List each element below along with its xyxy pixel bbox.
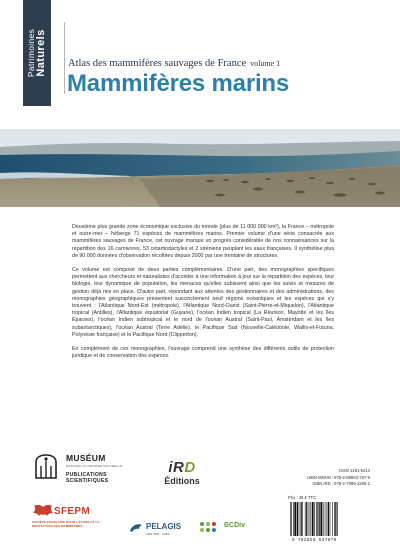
book-title: Mammifères marins xyxy=(67,70,290,97)
barcode-bar xyxy=(294,502,296,536)
paragraph: Deuxième plus grande zone économique exclusive du monde (plus de 11 000 000 km²), la France – métropole et outre-mer – héberge 71 espèces de mammifères marins. Premier volume d'une série consacrée aux mammifères sauvages de France, cet ouvrage marque un progrès considérable de nos connaissances sur la répartition des 16 carnivores, 53 cétartiodactyles et 2 siréniens peuplant les eaux françaises. Il synthétise plus de 90 000 données d'observation récoltées depuis 2000 par une trentaine de structures. xyxy=(72,224,334,259)
barcode-bar xyxy=(297,502,298,536)
dolphin-icon xyxy=(128,520,144,536)
barcode-bar xyxy=(334,502,335,536)
ird-editions-logo xyxy=(156,460,208,500)
barcode-bar xyxy=(323,502,324,536)
isbn-ird: ISBN IRD : 978-2-7099-2266-1 xyxy=(312,481,370,487)
cover-photo xyxy=(0,129,400,207)
series-line-2: Naturels xyxy=(34,29,47,77)
barcode-bar xyxy=(337,502,338,536)
barcode-bar xyxy=(317,502,318,536)
barcode-bar xyxy=(306,502,307,536)
sfepm-logo xyxy=(32,503,100,548)
barcode-bar xyxy=(319,502,320,536)
museum-publications-line-2: SCIENTIFIQUES xyxy=(66,478,109,484)
barcode-bar xyxy=(312,502,314,536)
barcode-bar xyxy=(335,502,336,536)
barcode-bar xyxy=(325,502,326,536)
back-cover-text xyxy=(72,224,334,367)
barcode-bar xyxy=(290,502,291,536)
barcode-bar xyxy=(330,502,331,536)
issn: ISSN 1281-6213 xyxy=(339,468,370,473)
barcode-bar xyxy=(310,502,311,536)
series-tab xyxy=(23,0,51,106)
pelagis-subtitle: UMS 3462 · CNRS xyxy=(146,532,170,536)
isbn-block xyxy=(278,468,370,488)
barcode-bar xyxy=(314,502,315,536)
barcode-bar xyxy=(309,502,310,536)
book-subtitle xyxy=(68,58,280,69)
bcdiv-wordmark: BCDiv xyxy=(224,522,246,529)
pelagis-wordmark: PELAGIS xyxy=(146,522,182,531)
barcode-bar xyxy=(293,502,294,536)
pelagis-logo xyxy=(128,518,188,548)
barcode-bar xyxy=(301,502,302,536)
series-label xyxy=(27,29,47,77)
header-rule xyxy=(64,22,65,94)
museum-publications xyxy=(66,472,108,484)
barcode xyxy=(288,502,368,538)
barcode-bar xyxy=(327,502,328,536)
volume-label: volume 1 xyxy=(250,59,281,68)
series-line-1: Patrimoines xyxy=(25,28,36,78)
barcode-bar xyxy=(302,502,303,536)
barcode-bar xyxy=(320,502,322,536)
museum-logo xyxy=(32,452,122,502)
dots-emblem-icon xyxy=(198,520,222,538)
barcode-bar xyxy=(291,502,292,536)
ird-wordmark xyxy=(156,460,208,476)
ird-wordmark-part-1: iR xyxy=(168,459,185,476)
barcode-bar xyxy=(332,502,333,536)
atlas-title: Atlas des mammifères sauvages de France xyxy=(68,58,247,69)
museum-name: MUSÉUM xyxy=(66,453,106,463)
museum-emblem-icon xyxy=(32,452,60,482)
sfepm-wordmark: SFEPM xyxy=(54,506,90,517)
bcdiv-logo xyxy=(198,517,264,547)
barcode-bar xyxy=(305,502,306,536)
barcode-bar xyxy=(316,502,317,536)
museum-publications-line-1: PUBLICATIONS xyxy=(66,472,107,478)
paragraph: Ce volume est composé de deux parties complémentaires. D'une part, des monographies spécifiques permettent aux chercheurs et naturalistes d'accéder à une information à jour sur la répartition des espèces, leur biologie, leur dynamique de population, les menaces qu'elles subissent ainsi que les suivis et mesures de gestion déjà mis en place. D'autre part, répondant aux attentes des gestionnaires et des administrations, des monographies géographiques présentent succinctement neuf régions océaniques et les espèces qui s'y trouvent : l'Atlantique Nord-Est (métropole), l'Atlantique Nord-Ouest (Saint-Pierre-et-Miquelon), l'Atlantique tropical (Antilles), l'Atlantique équatorial (Guyane), l'océan Indien tropical (La Réunion, Mayotte et les îles Éparses), l'océan Indien subtropical et le nord de l'océan Austral (Saint-Paul, Amsterdam et les îles subantarctiques), l'océan Austral (Terre Adélie), le Pacifique Sud (Nouvelle-Calédonie, Wallis-et-Futuna, Polynésie française) et le Pacifique Nord (Clipperton). xyxy=(72,267,334,338)
barcode-bar xyxy=(328,502,329,536)
isbn-mnhn: ISBN MNHN : 978-2-85653-787-9 xyxy=(307,474,370,480)
museum-subtitle: NATIONAL D'HISTOIRE NATURELLE xyxy=(66,464,123,468)
barcode-bar xyxy=(299,502,300,536)
barcode-digits: 9 782856 537879 xyxy=(292,538,337,543)
ird-editions-label: Éditions xyxy=(164,476,200,486)
price: Prix : 46 € TTC xyxy=(288,495,317,500)
bat-icon xyxy=(32,503,54,521)
sfepm-tagline: SOCIÉTÉ FRANÇAISE POUR L'ÉTUDE ET LA PROTECTION DES MAMMIFÈRES xyxy=(32,520,100,528)
paragraph: En complément de ces monographies, l'ouvrage comprend une synthèse des différents outils de protection juridique et de conservation des espèces. xyxy=(72,346,334,360)
ird-wordmark-part-2: D xyxy=(184,459,196,476)
